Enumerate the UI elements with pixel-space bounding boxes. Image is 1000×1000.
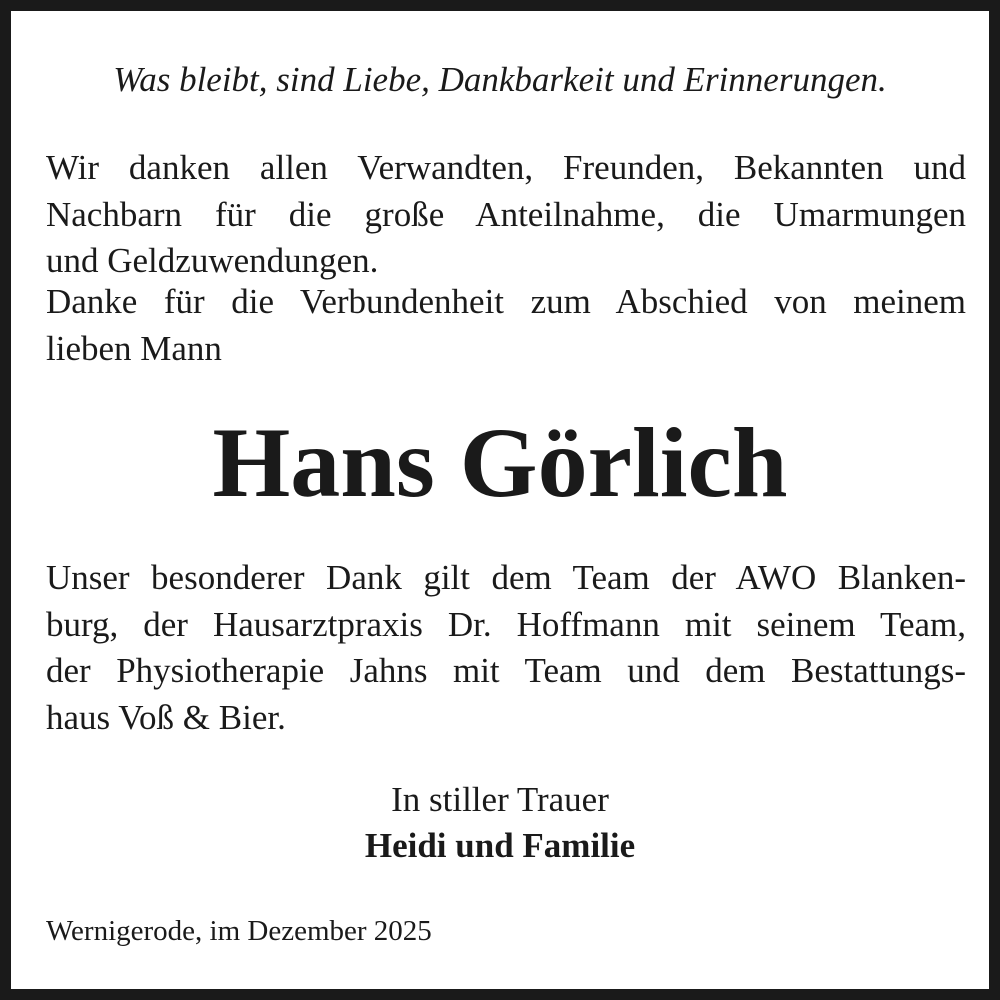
thanks-line: Wir danken allen Verwandten, Freunden, Bekannten und xyxy=(46,148,966,187)
closing-phrase: In stiller Trauer xyxy=(391,780,609,819)
farewell-line: lieben Mann xyxy=(46,328,222,368)
special-thanks-paragraph xyxy=(46,555,966,742)
farewell-line: Danke für die Verbundenheit zum Abschied von meinem xyxy=(46,282,966,321)
closing-block xyxy=(11,777,989,869)
deceased-name: Hans Görlich xyxy=(212,407,788,518)
special-thanks-line: burg, der Hausarztpraxis Dr. Hoffmann mit seinem Team, xyxy=(46,604,966,644)
thanks-line: Nachbarn für die große Anteilnahme, die Umarmungen xyxy=(46,194,966,234)
farewell-paragraph xyxy=(46,279,966,372)
place-date: Wernigerode, im Dezember 2025 xyxy=(46,915,432,947)
special-thanks-line: der Physiotherapie Jahns mit Team und dem Bestattungs- xyxy=(46,651,966,691)
thanks-paragraph xyxy=(46,145,966,285)
special-thanks-line: Unser besonderer Dank gilt dem Team der AWO Blanken- xyxy=(46,558,966,597)
special-thanks-line: haus Voß & Bier. xyxy=(46,698,286,738)
signers: Heidi und Familie xyxy=(364,826,636,865)
motto-quote: Was bleibt, sind Liebe, Dankbarkeit und Erinnerungen. xyxy=(113,60,887,99)
thanks-line: und Geldzuwendungen. xyxy=(46,241,379,281)
